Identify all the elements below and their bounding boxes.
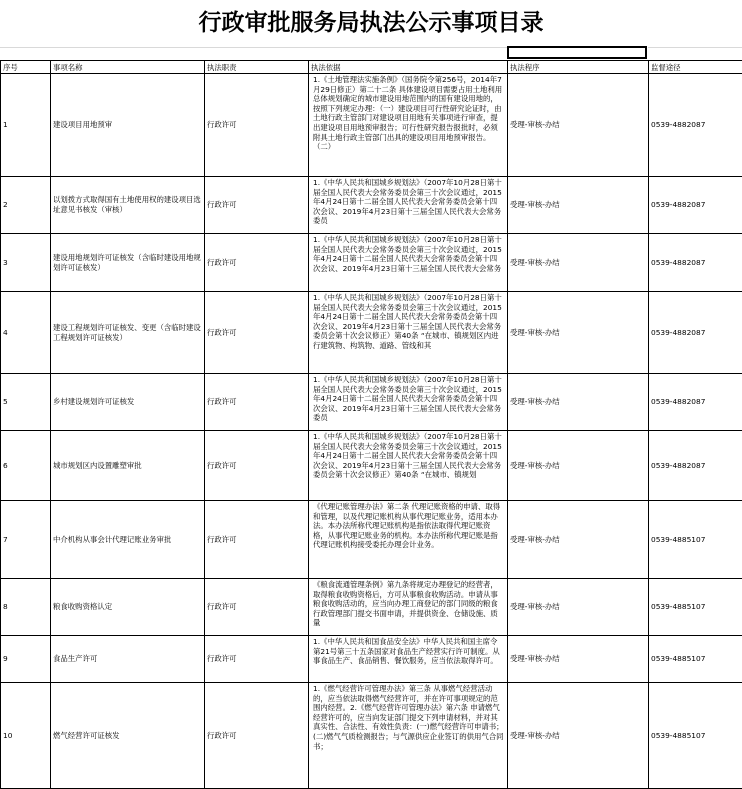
cell-supervision[interactable]: 0539-4882087 xyxy=(649,74,742,177)
table-row xyxy=(1,74,742,177)
cell-basis[interactable] xyxy=(309,234,508,292)
cell-name[interactable]: 燃气经营许可证核发 xyxy=(51,683,205,789)
cell-basis[interactable] xyxy=(309,292,508,374)
cell-no[interactable]: 8 xyxy=(1,579,51,636)
table-row xyxy=(1,431,742,501)
cell-name[interactable]: 建设工程规划许可证核发、变更（含临时建设工程规划许可证核发） xyxy=(51,292,205,374)
cell-name[interactable]: 建设用地规划许可证核发（含临时建设用地规划许可证核发） xyxy=(51,234,205,292)
cell-supervision[interactable]: 0539-4885107 xyxy=(649,683,742,789)
cell-no[interactable]: 10 xyxy=(1,683,51,789)
cell-basis[interactable] xyxy=(309,431,508,501)
cell-no[interactable]: 7 xyxy=(1,501,51,579)
cell-basis[interactable] xyxy=(309,374,508,431)
table-row xyxy=(1,683,742,789)
cell-name[interactable]: 粮食收购资格认定 xyxy=(51,579,205,636)
header-procedure[interactable]: 执法程序 xyxy=(508,61,649,74)
header-name[interactable]: 事项名称 xyxy=(51,61,205,74)
page-title: 行政审批服务局执法公示事项目录 xyxy=(0,0,742,46)
cell-duty[interactable]: 行政许可 xyxy=(205,292,309,374)
cell-supervision[interactable]: 0539-4882087 xyxy=(649,374,742,431)
cell-duty[interactable]: 行政许可 xyxy=(205,579,309,636)
cell-basis[interactable] xyxy=(309,501,508,579)
cell-basis[interactable] xyxy=(309,74,508,177)
table-row xyxy=(1,292,742,374)
cell-basis[interactable] xyxy=(309,177,508,234)
cell-no[interactable]: 3 xyxy=(1,234,51,292)
cell-name[interactable]: 以划拨方式取得国有土地使用权的建设项目选址意见书核发（审核） xyxy=(51,177,205,234)
table-row xyxy=(1,177,742,234)
cell-name[interactable]: 城市规划区内设置雕塑审批 xyxy=(51,431,205,501)
basis-text: 1.《燃气经营许可管理办法》第三条 从事燃气经营活动的，应当依法取得燃气经营许可，并在许可事项规定的范围内经营。2.《燃气经营许可管理办法》第六条 申请燃气经营许可的，应当向发证部门提交下列申请材料，并对其真实性、合法性、有效性负责：(一)燃气经营许可申请书；(二)燃气气质检测报告；与气源供应企业签订的供用气合同书； xyxy=(313,684,504,751)
cell-procedure[interactable]: 受理-审核-办结 xyxy=(508,501,649,579)
table-row xyxy=(1,234,742,292)
cell-duty[interactable]: 行政许可 xyxy=(205,374,309,431)
grid-line xyxy=(0,47,507,48)
cell-no[interactable]: 5 xyxy=(1,374,51,431)
cell-duty[interactable]: 行政许可 xyxy=(205,683,309,789)
cell-basis[interactable] xyxy=(309,579,508,636)
cell-supervision[interactable]: 0539-4885107 xyxy=(649,636,742,683)
basis-text: 1.《中华人民共和国城乡规划法》（2007年10月28日第十届全国人民代表大会常务委员会第三十次会议通过，2015年4月24日第十二届全国人民代表大会常务委员会第十四次会议、2019年4月23日第十三届全国人民代表大会常务委员会第十次会议修正）第40条 “在城市、镇规划区内进行建筑物、构筑物、道路、管线和其 xyxy=(313,293,504,351)
basis-text: 1.《中华人民共和国食品安全法》中华人民共和国主席令第21号第三十五条国家对食品生产经营实行许可制度。从事食品生产、食品销售、餐饮服务，应当依法取得许可。 xyxy=(313,637,504,666)
cell-procedure[interactable]: 受理-审核-办结 xyxy=(508,579,649,636)
cell-procedure[interactable]: 受理-审核-办结 xyxy=(508,292,649,374)
cell-procedure[interactable]: 受理-审核-办结 xyxy=(508,683,649,789)
basis-text: 1.《中华人民共和国城乡规划法》（2007年10月28日第十届全国人民代表大会常务委员会第三十次会议通过，2015年4月24日第十二届全国人民代表大会常务委员会第十四次会议、2019年4月23日第十三届全国人民代表大会常务委员 xyxy=(313,375,504,423)
table-row xyxy=(1,501,742,579)
header-supervision[interactable]: 监督途径 xyxy=(649,61,742,74)
cell-procedure[interactable]: 受理-审核-办结 xyxy=(508,636,649,683)
basis-text: 1.《中华人民共和国城乡规划法》（2007年10月28日第十届全国人民代表大会常务委员会第三十次会议通过，2015年4月24日第十二届全国人民代表大会常务委员会第十四次会议、2019年4月23日第十三届全国人民代表大会常务委员 xyxy=(313,178,504,226)
cell-name[interactable]: 乡村建设规划许可证核发 xyxy=(51,374,205,431)
cell-procedure[interactable]: 受理-审核-办结 xyxy=(508,234,649,292)
cell-duty[interactable]: 行政许可 xyxy=(205,177,309,234)
basis-text: 《粮食流通管理条例》第九条将规定办理登记的经营者，取得粮食收购资格后，方可从事粮食收购活动。申请从事粮食收购活动的，应当向办理工商登记的部门同级的粮食行政管理部门提交书面申请，并提供资金、仓储设施、质量 xyxy=(313,580,504,628)
cell-name[interactable]: 中介机构从事会计代理记账业务审批 xyxy=(51,501,205,579)
basis-text: 1.《土地管理法实施条例》（国务院令第256号，2014年7月29日修正）第二十二条 具体建设项目需要占用土地利用总体规划确定的城市建设用地范围内的国有建设用地的，按照下列规定办理：（一）建设项目可行性研究论证时，由土地行政主管部门对建设项目用地有关事项进行审查，提出建设项目用地预审报告；可行性研究报告报批时，必须附具土地行政主管部门出具的建设项目用地预审报告。（二） xyxy=(313,75,504,152)
cell-basis[interactable] xyxy=(309,636,508,683)
cell-procedure[interactable]: 受理-审核-办结 xyxy=(508,431,649,501)
cell-no[interactable]: 9 xyxy=(1,636,51,683)
cell-procedure[interactable]: 受理-审核-办结 xyxy=(508,74,649,177)
basis-text: 《代理记账管理办法》第二条 代理记账资格的申请、取得和管理，以及代理记账机构从事代理记账业务，适用本办法。本办法所称代理记账机构是指依法取得代理记账资格，从事代理记账业务的机构。本办法所称代理记账是指代理记账机构接受委托办理会计业务。 xyxy=(313,502,504,550)
cell-no[interactable]: 1 xyxy=(1,74,51,177)
cell-duty[interactable]: 行政许可 xyxy=(205,501,309,579)
cell-name[interactable]: 建设项目用地预审 xyxy=(51,74,205,177)
cell-duty[interactable]: 行政许可 xyxy=(205,234,309,292)
header-no[interactable]: 序号 xyxy=(1,61,51,74)
header-row xyxy=(1,61,742,74)
basis-text: 1.《中华人民共和国城乡规划法》（2007年10月28日第十届全国人民代表大会常务委员会第三十次会议通过，2015年4月24日第十二届全国人民代表大会常务委员会第十四次会议、2019年4月23日第十三届全国人民代表大会常务 xyxy=(313,235,504,273)
cell-duty[interactable]: 行政许可 xyxy=(205,431,309,501)
header-duty[interactable]: 执法职责 xyxy=(205,61,309,74)
cell-supervision[interactable]: 0539-4882087 xyxy=(649,292,742,374)
table-row xyxy=(1,636,742,683)
table-row xyxy=(1,374,742,431)
header-basis[interactable]: 执法依据 xyxy=(309,61,508,74)
cell-supervision[interactable]: 0539-4882087 xyxy=(649,431,742,501)
selected-cell[interactable] xyxy=(507,46,647,59)
cell-supervision[interactable]: 0539-4885107 xyxy=(649,501,742,579)
basis-text: 1.《中华人民共和国城乡规划法》（2007年10月28日第十届全国人民代表大会常务委员会第三十次会议通过，2015年4月24日第十二届全国人民代表大会常务委员会第十四次会议、2019年4月23日第十三届全国人民代表大会常务委员会第十次会议修正）第40条 “在城市、镇规划 xyxy=(313,432,504,480)
cell-supervision[interactable]: 0539-4882087 xyxy=(649,177,742,234)
table-row xyxy=(1,579,742,636)
cell-name[interactable]: 食品生产许可 xyxy=(51,636,205,683)
grid-line xyxy=(648,47,742,48)
cell-supervision[interactable]: 0539-4885107 xyxy=(649,579,742,636)
cell-basis[interactable] xyxy=(309,683,508,789)
cell-no[interactable]: 4 xyxy=(1,292,51,374)
cell-procedure[interactable]: 受理-审核-办结 xyxy=(508,374,649,431)
cell-supervision[interactable]: 0539-4882087 xyxy=(649,234,742,292)
cell-duty[interactable]: 行政许可 xyxy=(205,636,309,683)
records-table xyxy=(0,60,742,789)
cell-procedure[interactable]: 受理-审核-办结 xyxy=(508,177,649,234)
cell-no[interactable]: 6 xyxy=(1,431,51,501)
cell-duty[interactable]: 行政许可 xyxy=(205,74,309,177)
cell-no[interactable]: 2 xyxy=(1,177,51,234)
